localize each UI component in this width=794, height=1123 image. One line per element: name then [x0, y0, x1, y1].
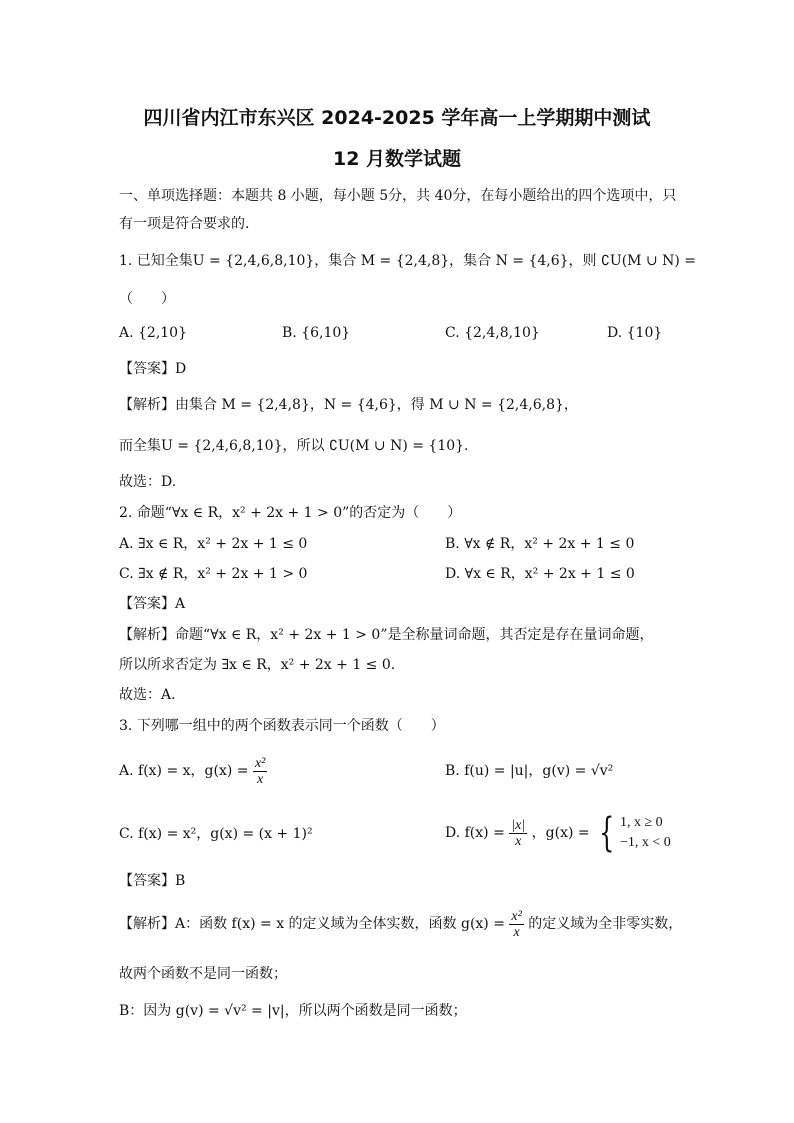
fraction-numerator: x² — [254, 755, 266, 771]
fraction-numerator: x² — [511, 908, 522, 924]
q3-analysis-a-post: 的定义域为全非零实数， — [528, 916, 683, 932]
q3-stem: 3. 下列哪一组中的两个函数表示同一个函数（ ） — [119, 718, 445, 734]
q3-analysis-a — [119, 906, 682, 942]
section-intro-line2: 有一项是符合要求的. — [119, 216, 250, 232]
piecewise-case-2: −1, x < 0 — [619, 835, 671, 850]
q3-answer: 【答案】B — [119, 873, 186, 889]
fraction-denominator: x — [257, 771, 264, 787]
q3-option-d-fraction — [509, 818, 527, 849]
q2-option-a: A. ∃x ∈ R，x² + 2x + 1 ≤ 0 — [119, 536, 308, 552]
q1-analysis-line1: 【解析】由集合 M = {2,4,8}，N = {4,6}，得 M ∪ N = {2,4,6,8}， — [119, 397, 578, 413]
q3-analysis-a-fraction — [509, 909, 523, 940]
q2-option-c: C. ∃x ∉ R，x² + 2x + 1 > 0 — [119, 566, 308, 582]
page-title-line2: 12 月数学试题 — [332, 148, 462, 170]
page-title-line1: 四川省内江市东兴区 2024-2025 学年高一上学期期中测试 — [143, 107, 651, 129]
q3-analysis-a-pre: 【解析】A：函数 f(x) = x 的定义域为全体实数，函数 g(x) = — [119, 916, 505, 932]
piecewise-cases — [620, 813, 671, 853]
q1-conclusion: 故选：D. — [119, 474, 177, 490]
q3-analysis-a-line2: 故两个函数不是同一函数； — [119, 966, 287, 982]
fraction-denominator: x — [515, 833, 522, 849]
q3-option-c: C. f(x) = x²，g(x) = (x + 1)² — [119, 826, 313, 842]
q2-stem: 2. 命题“∀x ∈ R，x² + 2x + 1 > 0”的否定为（ ） — [119, 505, 462, 521]
left-brace-icon: { — [599, 810, 615, 856]
q3-analysis-b: B：因为 g(v) = √v² = |v|，所以两个函数是同一函数； — [119, 1003, 467, 1019]
q3-option-d-g: ，g(x) = — [531, 825, 590, 841]
q1-stem: 1. 已知全集U = {2,4,6,8,10}，集合 M = {2,4,8}，集合 N = {4,6}，则 ∁U(M ∪ N) = — [119, 253, 697, 269]
q2-conclusion: 故选：A. — [119, 687, 176, 703]
q2-analysis-line2: 所以所求否定为 ∃x ∈ R，x² + 2x + 1 ≤ 0. — [119, 657, 396, 673]
q3-option-a — [119, 753, 267, 789]
q1-analysis-line2: 而全集U = {2,4,6,8,10}，所以 ∁U(M ∪ N) = {10}. — [119, 438, 469, 454]
q1-option-b: B. {6,10} — [282, 325, 351, 341]
q2-option-d: D. ∀x ∈ R，x² + 2x + 1 ≤ 0 — [445, 566, 635, 582]
q2-analysis-line1: 【解析】命题“∀x ∈ R，x² + 2x + 1 > 0”是全称量词命题，其否定是存在量词命题， — [119, 627, 654, 643]
q2-answer: 【答案】A — [119, 596, 186, 612]
q1-option-a: A. {2,10} — [119, 325, 187, 341]
q2-option-b: B. ∀x ∉ R，x² + 2x + 1 ≤ 0 — [445, 536, 635, 552]
q1-paren: （ ） — [119, 291, 175, 307]
q1-option-d: D. {10} — [607, 325, 663, 341]
q3-option-a-fraction — [253, 756, 267, 787]
q3-option-d — [445, 810, 671, 856]
fraction-numerator: |x| — [511, 817, 526, 833]
q3-option-d-text: D. f(x) = — [445, 825, 505, 841]
piecewise-case-1: 1, x ≥ 0 — [619, 815, 663, 830]
q1-option-c: C. {2,4,8,10} — [445, 325, 540, 341]
fraction-denominator: x — [513, 924, 520, 940]
q3-option-b: B. f(u) = |u|，g(v) = √v² — [445, 763, 614, 779]
q3-option-a-text: A. f(x) = x，g(x) = — [119, 763, 249, 779]
q1-answer: 【答案】D — [119, 361, 187, 377]
section-intro-line1: 一、单项选择题：本题共 8 小题，每小题 5分，共 40分，在每小题给出的四个选项中，只 — [119, 188, 677, 204]
